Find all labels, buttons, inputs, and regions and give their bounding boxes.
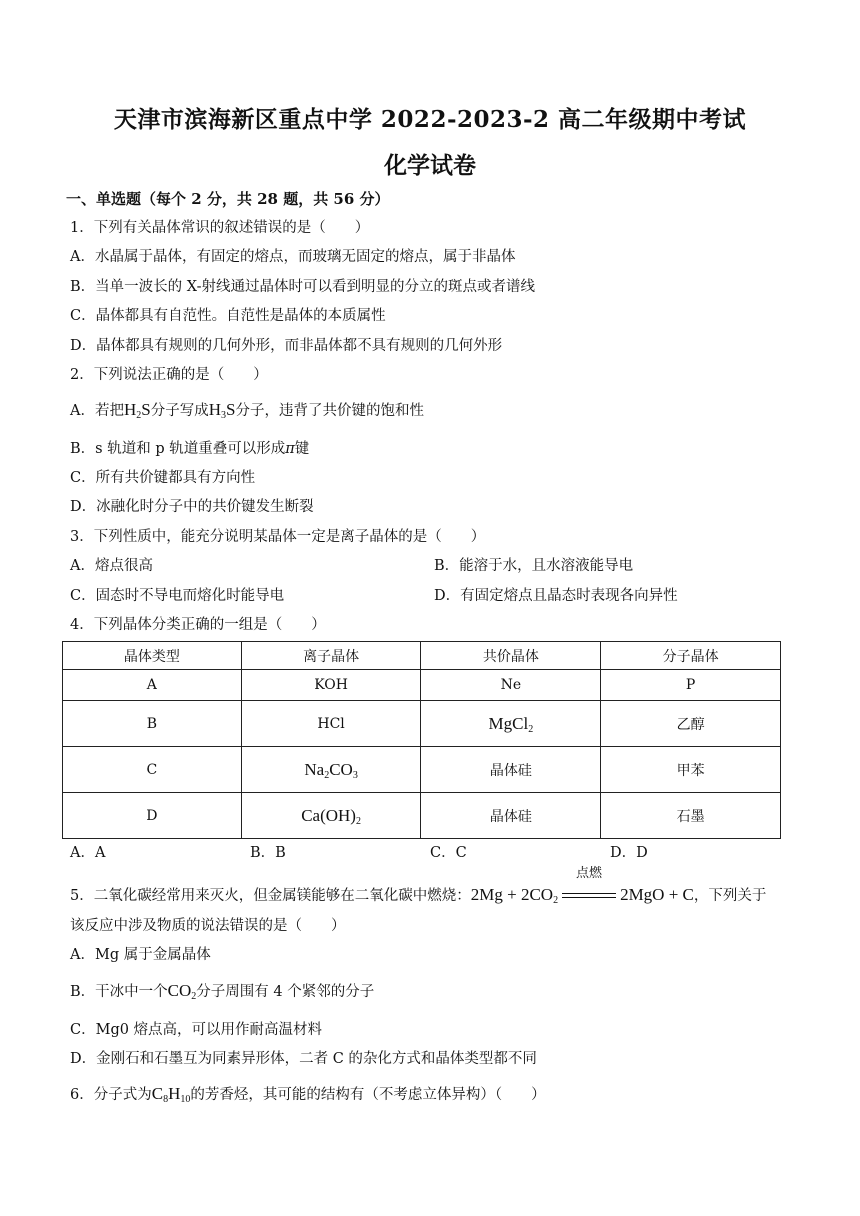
- q3-stem: 3．下列性质中，能充分说明某晶体一定是离子晶体的是（ ）: [70, 529, 486, 545]
- table-header-cell: 共价晶体: [421, 642, 601, 670]
- formula-caoh2: $Ca(OH)_2$: [301, 805, 361, 827]
- table-cell: KOH: [241, 670, 421, 701]
- table-header-cell: 分子晶体: [601, 642, 781, 670]
- q5-stem-line2: 该反应中涉及物质的说法错误的是（ ）: [70, 918, 346, 934]
- q4-option-d: D．D: [610, 845, 648, 861]
- q3-option-c: C．固态时不导电而熔化时能导电: [70, 588, 285, 604]
- table-cell: P: [601, 670, 781, 701]
- formula-na2co3: $Na_2CO_3$: [304, 759, 358, 781]
- table-cell: D: [63, 793, 242, 839]
- formula-co2: $CO_2$: [167, 981, 197, 1002]
- q4-option-a: A．A: [70, 845, 106, 861]
- table-cell: B: [63, 701, 242, 747]
- q5-option-b: B．干冰中一个$CO_2$分子周围有 4 个紧邻的分子: [70, 981, 375, 1002]
- q5-option-c: C．Mg0 熔点高，可以用作耐高温材料: [70, 1022, 323, 1038]
- formula-h3s: $H_3S$: [208, 400, 236, 421]
- q3-option-b: B．能溶于水，且水溶液能导电: [434, 558, 634, 574]
- crystal-classification-table: [62, 641, 781, 839]
- table-cell: Ne: [421, 670, 601, 701]
- table-row: [63, 670, 781, 701]
- table-row: [63, 793, 781, 839]
- table-row: [63, 747, 781, 793]
- q6-stem: 6．分子式为$C_8H_{10}$的芳香烃，其可能的结构有（不考虑立体异构）（ ）: [70, 1084, 546, 1105]
- q5-option-a: A．Mg 属于金属晶体: [70, 947, 211, 963]
- table-cell: 晶体硅: [421, 793, 601, 839]
- table-cell: HCl: [241, 701, 421, 747]
- q4-option-b: B．B: [250, 845, 286, 861]
- q1-stem: 1．下列有关晶体常识的叙述错误的是（ ）: [70, 220, 370, 236]
- formula-h2s: $H_2S$: [123, 400, 151, 421]
- table-cell: C: [63, 747, 242, 793]
- exam-subtitle: 化学试卷: [384, 152, 476, 179]
- formula-mgcl2: MgCl$_2$: [488, 713, 534, 735]
- table-cell: [241, 747, 421, 793]
- table-cell: [241, 793, 421, 839]
- table-cell: 乙醇: [601, 701, 781, 747]
- q2-option-d: D．冰融化时分子中的共价键发生断裂: [70, 499, 314, 515]
- q4-stem: 4．下列晶体分类正确的一组是（ ）: [70, 617, 326, 633]
- table-header-cell: 晶体类型: [63, 642, 242, 670]
- q2-option-b: B．s 轨道和 p 轨道重叠可以形成π键: [70, 441, 310, 457]
- q1-option-c: C．晶体都具有自范性。自范性是晶体的本质属性: [70, 308, 386, 324]
- table-header-cell: 离子晶体: [241, 642, 421, 670]
- table-cell: 石墨: [601, 793, 781, 839]
- q2-stem: 2．下列说法正确的是（ ）: [70, 367, 268, 383]
- q5-stem: 5．二氧化碳经常用来灭火，但金属镁能够在二氧化碳中燃烧：$2Mg + 2CO_2$ 点燃 2MgO + C，下列关于: [70, 865, 767, 906]
- q4-option-c: C．C: [430, 845, 467, 861]
- section-heading: 一、单选题（每个 2 分，共 28 题，共 56 分）: [66, 190, 390, 208]
- table-header-row: [63, 642, 781, 670]
- q1-option-b: B．当单一波长的 X-射线通过晶体时可以看到明显的分立的斑点或者谱线: [70, 279, 535, 295]
- table-cell: [421, 701, 601, 747]
- q1-option-a: A．水晶属于晶体，有固定的熔点，而玻璃无固定的熔点，属于非晶体: [70, 249, 516, 265]
- table-cell: 甲苯: [601, 747, 781, 793]
- q2-option-c: C．所有共价键都具有方向性: [70, 470, 256, 486]
- q3-option-a: A．熔点很高: [70, 558, 153, 574]
- exam-title: 天津市滨海新区重点中学 2022-2023-2 高二年级期中考试: [113, 106, 747, 133]
- q1-option-d: D．晶体都具有规则的几何外形，而非晶体都不具有规则的几何外形: [70, 338, 503, 354]
- table-cell: A: [63, 670, 242, 701]
- reaction-equation: $2Mg + 2CO_2$ 点燃 2MgO + C: [470, 865, 694, 906]
- reaction-condition: 点燃: [576, 865, 603, 880]
- q2-option-a: A．若把$H_2S$分子写成$H_3S$分子，违背了共价键的饱和性: [70, 400, 424, 421]
- formula-c8h10: $C_8H_{10}$: [151, 1084, 191, 1105]
- table-cell: 晶体硅: [421, 747, 601, 793]
- q3-option-d: D．有固定熔点且晶态时表现各向异性: [434, 588, 678, 604]
- table-row: [63, 701, 781, 747]
- q5-option-d: D．金刚石和石墨互为同素异形体，二者 C 的杂化方式和晶体类型都不同: [70, 1051, 537, 1067]
- q4-options: [70, 843, 790, 863]
